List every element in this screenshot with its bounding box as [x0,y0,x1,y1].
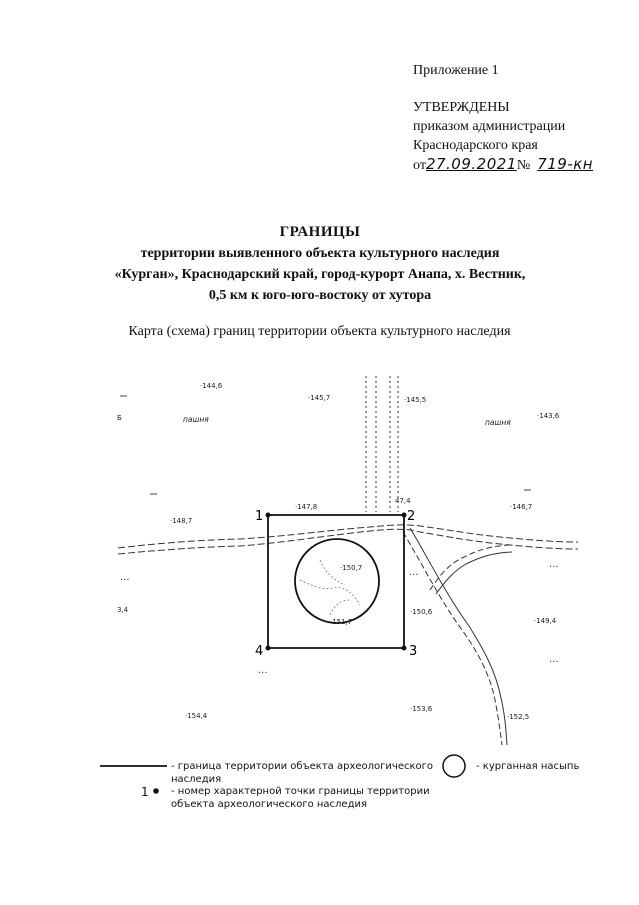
elevation-label: ·148,7 [170,517,193,525]
east-west-road [118,525,578,554]
map-caption: Карта (схема) границ территории объекта культурного наследия [128,324,511,339]
title-line-3: «Курган», Краснодарский край, город-курорт Анапа, х. Вестник, [114,267,526,282]
elevation-label: ·150,6 [410,608,433,616]
legend-mound-icon [443,755,465,777]
point-1-marker [266,513,271,518]
elevation-label: ·146,7 [510,503,533,511]
elevation-label: ·145,5 [404,396,427,404]
elevation-label: ·151,7 [330,618,353,626]
order-date: 27.09.2021 [425,155,517,173]
number-prefix: № [516,158,531,173]
elevation-label: ·147,8 [295,503,318,511]
point-3-marker [402,646,407,651]
legend-mound-text: - курганная насыпь [476,761,580,772]
svg-text:···: ··· [549,562,559,573]
point-4-label: 4 [255,644,264,659]
elevation-label: ·150,7 [340,564,363,572]
map-ticks [120,396,531,494]
order-number: 719-кн [537,155,594,173]
elevation-label: ·152,5 [507,713,530,721]
svg-text:···: ··· [409,570,419,581]
legend-boundary-text: - граница территории объекта археологического наследия [171,761,433,785]
elevation-label: ·143,6 [537,412,560,420]
legend-point-text: - номер характерной точки границы территории объекта археологического наследия [171,786,430,810]
order-line-1: приказом администрации [413,119,566,134]
elevation-label: Б [117,414,122,422]
point-1-label: 1 [255,509,264,524]
kurgan-mound [295,539,379,623]
date-prefix: от [413,158,426,173]
title-line-4: 0,5 км к юго-юго-востоку от хутора [208,288,432,303]
elevation-label: ·154,4 [185,712,208,720]
svg-text:···: ··· [258,668,268,679]
approved-heading: УТВЕРЖДЕНЫ [413,100,510,115]
boundary-points [255,509,417,659]
field-label: пашня [485,418,511,427]
point-2-label: 2 [407,509,416,524]
elevation-label: ·149,4 [534,617,557,625]
order-line-2: Краснодарского края [413,138,538,153]
legend-point-number: 1 [141,785,149,799]
elevation-label: 3,4 [117,606,129,614]
legend-point-dot [153,788,159,794]
elevation-label: ·145,7 [308,394,331,402]
elevation-label: 47,4 [395,497,411,505]
point-3-label: 3 [409,644,418,659]
elevation-labels [117,382,560,721]
field-label: пашня [183,415,209,424]
title-line-2: территории выявленного объекта культурного наследия [140,246,500,261]
north-road [366,376,398,512]
appendix-label: Приложение 1 [413,63,499,78]
svg-text:···: ··· [120,575,130,586]
elevation-label: ·144,6 [200,382,223,390]
svg-text:···: ··· [549,657,559,668]
point-2-marker [402,513,407,518]
title-line-1: ГРАНИЦЫ [279,224,361,240]
elevation-label: ·153,6 [410,705,433,713]
point-4-marker [266,646,271,651]
